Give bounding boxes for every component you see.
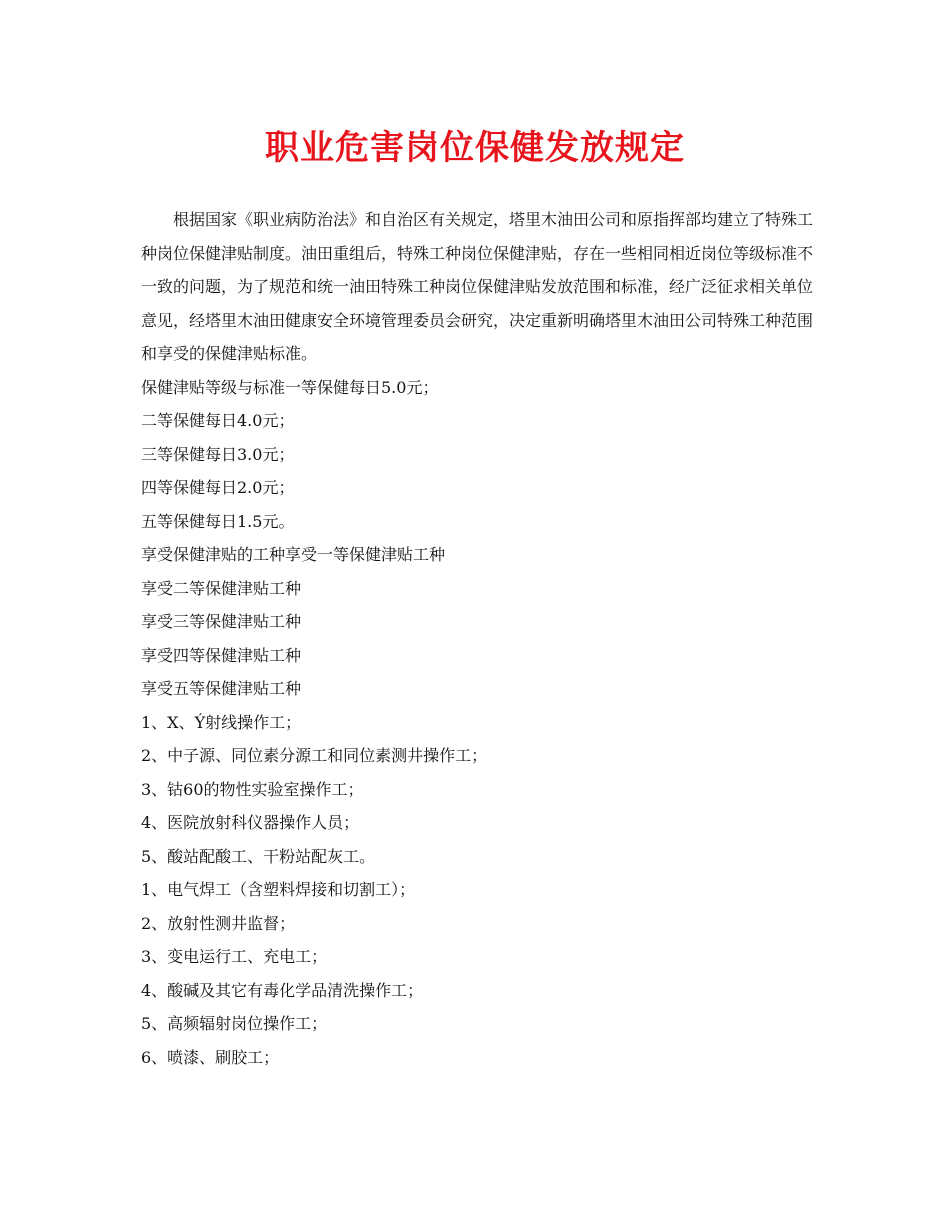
text-line: 保健津贴等级与标准一等保健每日5.0元； (141, 377, 439, 397)
document-body (141, 203, 813, 1074)
text-line: 享受三等保健津贴工种 (141, 612, 302, 631)
text-line: 四等保健每日2.0元； (141, 478, 295, 497)
text-line: 4、酸碱及其它有毒化学品清洗操作工； (141, 980, 424, 1000)
text-line: 三等保健每日3.0元； (141, 444, 295, 464)
text-line: 享受二等保健津贴工种 (141, 578, 302, 598)
text-line: 五等保健每日1.5元。 (141, 511, 295, 531)
text-line: 1、电气焊工（含塑料焊接和切割工）； (141, 880, 416, 899)
text-line: 5、高频辐射岗位操作工； (141, 1014, 328, 1033)
text-line: 6、喷漆、刷胶工； (141, 1047, 280, 1067)
document-title: 职业危害岗位保健发放规定 (265, 128, 685, 168)
text-line: 3、变电运行工、充电工； (141, 947, 328, 966)
text-line: 2、放射性测井监督； (141, 913, 296, 933)
text-line: 享受五等保健津贴工种 (141, 679, 302, 698)
text-line: 享受保健津贴的工种享受一等保健津贴工种 (141, 545, 446, 564)
text-line: 二等保健每日4.0元； (141, 411, 295, 430)
text-line: 5、酸站配酸工、干粉站配灰工。 (141, 846, 376, 866)
content-lines (141, 371, 813, 1075)
text-line: 享受四等保健津贴工种 (141, 645, 302, 665)
text-line: 2、中子源、同位素分源工和同位素测井操作工； (141, 746, 488, 765)
intro-paragraph: 根据国家《职业病防治法》和自治区有关规定，塔里木油田公司和原指挥部均建立了特殊工种岗位保健津贴制度。油田重组后，特殊工种岗位保健津贴，存在一些相同相近岗位等级标准不一致的问题，为了规范和统一油田特殊工种岗位保健津贴发放范围和标准，经广泛征求相关单位意见，经塔里木油田健康安全环境管理委员会研究，决定重新明确塔里木油田公司特殊工种范围和享受的保健津贴标准。 (141, 210, 814, 363)
text-line: 3、钴60的物性实验室操作工； (141, 779, 364, 799)
text-line: 1、X、Ý射线操作工； (141, 712, 302, 732)
text-line: 4、医院放射科仪器操作人员； (141, 813, 360, 832)
